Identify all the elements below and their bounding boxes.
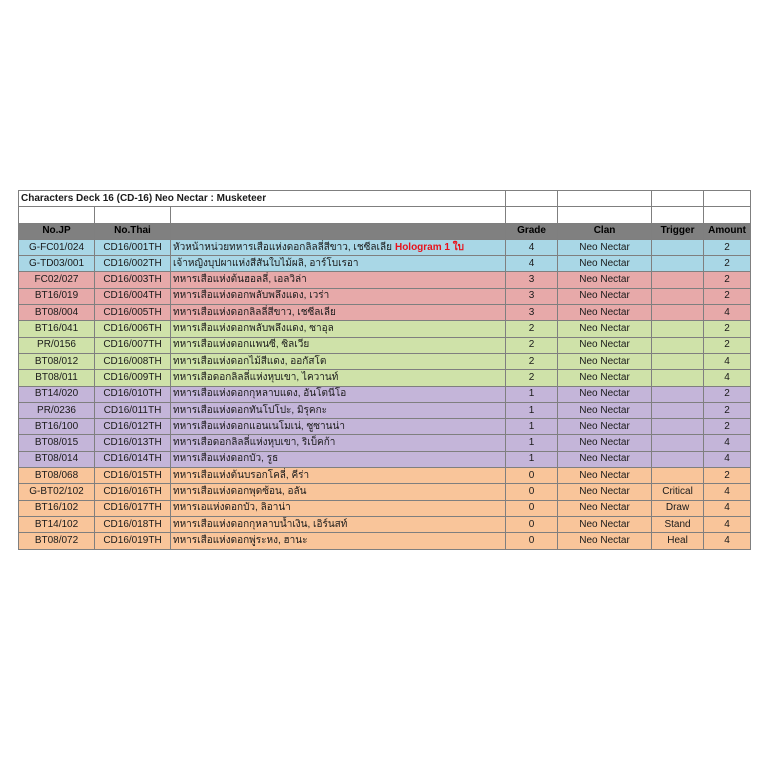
cell-no-thai: CD16/018TH: [95, 516, 171, 532]
card-name: ทหารเสือแห่งดอกบัว, รูธ: [173, 453, 279, 465]
table-row: [19, 500, 751, 516]
cell-amount: 4: [704, 484, 751, 500]
cell-clan: Neo Nectar: [558, 435, 652, 451]
cell-grade: 1: [506, 435, 558, 451]
card-name: ทหารเสือแห่งดอกกุหลาบแดง, อันโตนีโอ: [173, 388, 347, 400]
cell-trigger: [652, 321, 704, 337]
cell-trigger: Critical: [652, 484, 704, 500]
card-name: ทหารเสือแห่งดอกกุหลาบน้ำเงิน, เอิร์นสท์: [173, 518, 348, 530]
cell-clan: Neo Nectar: [558, 533, 652, 549]
table-row: [19, 516, 751, 532]
empty-cell: [558, 207, 652, 223]
cell-no-jp: PR/0156: [19, 337, 95, 353]
cell-trigger: [652, 272, 704, 288]
cell-amount: 4: [704, 435, 751, 451]
table-row: [19, 402, 751, 418]
empty-cell: [506, 207, 558, 223]
cell-no-thai: CD16/016TH: [95, 484, 171, 500]
cell-trigger: Stand: [652, 516, 704, 532]
cell-name: [171, 516, 506, 532]
cell-no-thai: CD16/010TH: [95, 386, 171, 402]
cell-no-thai: CD16/017TH: [95, 500, 171, 516]
cell-no-thai: CD16/008TH: [95, 353, 171, 369]
cell-grade: 0: [506, 533, 558, 549]
cell-name: [171, 272, 506, 288]
empty-cell: [95, 207, 171, 223]
cell-amount: 2: [704, 272, 751, 288]
cell-amount: 2: [704, 321, 751, 337]
card-name: ทหารเสือแห่งดอกพุดซ้อน, อลัน: [173, 485, 307, 497]
cell-trigger: [652, 288, 704, 304]
cell-clan: Neo Nectar: [558, 500, 652, 516]
cell-no-jp: BT08/011: [19, 370, 95, 386]
cell-grade: 1: [506, 386, 558, 402]
cell-no-jp: G-FC01/024: [19, 239, 95, 255]
cell-clan: Neo Nectar: [558, 419, 652, 435]
cell-no-thai: CD16/002TH: [95, 256, 171, 272]
empty-cell: [19, 207, 95, 223]
cell-amount: 4: [704, 533, 751, 549]
cell-clan: Neo Nectar: [558, 288, 652, 304]
cell-name: [171, 353, 506, 369]
table-row: [19, 353, 751, 369]
cell-name: [171, 500, 506, 516]
cell-clan: Neo Nectar: [558, 370, 652, 386]
cell-name: [171, 419, 506, 435]
empty-cell: [704, 191, 751, 207]
cell-grade: 1: [506, 402, 558, 418]
cell-no-thai: CD16/003TH: [95, 272, 171, 288]
cell-no-thai: CD16/012TH: [95, 419, 171, 435]
cell-trigger: [652, 451, 704, 467]
cell-trigger: [652, 419, 704, 435]
cell-amount: 2: [704, 402, 751, 418]
cell-grade: 3: [506, 272, 558, 288]
table-row: [19, 321, 751, 337]
cell-trigger: [652, 468, 704, 484]
cell-grade: 2: [506, 353, 558, 369]
cell-name: [171, 435, 506, 451]
table-row: [19, 337, 751, 353]
table-row: [19, 451, 751, 467]
cell-name: [171, 256, 506, 272]
header-no-thai: No.Thai: [95, 223, 171, 239]
table-row: [19, 239, 751, 255]
cell-grade: 2: [506, 370, 558, 386]
card-name: ทหารเสือแห่งต้นฮอลลี่, เอลวิล่า: [173, 274, 307, 286]
cell-grade: 3: [506, 288, 558, 304]
card-name: ทหารเสือแห่งดอกพู่ระหง, ฮานะ: [173, 534, 308, 546]
empty-cell: [704, 207, 751, 223]
cell-trigger: [652, 305, 704, 321]
card-name: ทหารเสือแห่งดอกแอนเนโมเน่, ซูซานน่า: [173, 420, 345, 432]
table-row: [19, 419, 751, 435]
cell-name: [171, 288, 506, 304]
card-list-table: [18, 190, 751, 550]
cell-trigger: [652, 402, 704, 418]
cell-no-jp: BT16/019: [19, 288, 95, 304]
header-grade: Grade: [506, 223, 558, 239]
cell-trigger: [652, 353, 704, 369]
cell-no-jp: G-TD03/001: [19, 256, 95, 272]
cell-amount: 4: [704, 370, 751, 386]
table-row: [19, 370, 751, 386]
cell-no-jp: BT08/004: [19, 305, 95, 321]
cell-trigger: Heal: [652, 533, 704, 549]
cell-grade: 2: [506, 337, 558, 353]
cell-no-thai: CD16/013TH: [95, 435, 171, 451]
cell-grade: 0: [506, 468, 558, 484]
table-row: [19, 288, 751, 304]
cell-no-jp: BT08/015: [19, 435, 95, 451]
cell-no-jp: BT14/102: [19, 516, 95, 532]
empty-cell: [652, 207, 704, 223]
empty-cell: [558, 191, 652, 207]
cell-no-jp: BT16/100: [19, 419, 95, 435]
cell-clan: Neo Nectar: [558, 386, 652, 402]
cell-clan: Neo Nectar: [558, 272, 652, 288]
card-name: ทหารเสือแห่งดอกพลับพลึงแดง, ซาอุล: [173, 323, 334, 335]
cell-clan: Neo Nectar: [558, 239, 652, 255]
sheet-title: Characters Deck 16 (CD-16) Neo Nectar : Musketeer: [19, 191, 506, 207]
cell-no-jp: BT16/102: [19, 500, 95, 516]
table-row: [19, 256, 751, 272]
card-name: ทหารเสือแห่งดอกทันโปโปะ, มิรุคกะ: [173, 404, 328, 416]
cell-amount: 2: [704, 256, 751, 272]
cell-name: [171, 451, 506, 467]
cell-grade: 0: [506, 500, 558, 516]
cell-amount: 2: [704, 288, 751, 304]
cell-name: [171, 484, 506, 500]
card-name: ทหารเสือแห่งดอกแพนซี่, ซิลเวีย: [173, 339, 310, 351]
cell-amount: 2: [704, 386, 751, 402]
cell-no-thai: CD16/014TH: [95, 451, 171, 467]
cell-name: [171, 305, 506, 321]
cell-no-thai: CD16/019TH: [95, 533, 171, 549]
cell-name: [171, 386, 506, 402]
empty-cell: [171, 207, 506, 223]
cell-clan: Neo Nectar: [558, 468, 652, 484]
cell-no-thai: CD16/007TH: [95, 337, 171, 353]
card-name: ทหารเสือแห่งดอกลิลลี่สีขาว, เชซีลเลีย: [173, 306, 336, 318]
cell-amount: 2: [704, 468, 751, 484]
empty-cell: [506, 191, 558, 207]
card-name: ทหารเอแห่งดอกบัว, ลิอาน่า: [173, 502, 291, 514]
table-row: [19, 435, 751, 451]
card-name: ทหารเสือดอกลิลลี่แห่งหุบเขา, ไควานท์: [173, 371, 339, 383]
blank-row: [19, 207, 751, 223]
cell-no-thai: CD16/006TH: [95, 321, 171, 337]
cell-no-thai: CD16/001TH: [95, 239, 171, 255]
cell-name: [171, 402, 506, 418]
header-clan: Clan: [558, 223, 652, 239]
cell-grade: 1: [506, 451, 558, 467]
cell-no-thai: CD16/005TH: [95, 305, 171, 321]
table-row: [19, 272, 751, 288]
cell-clan: Neo Nectar: [558, 305, 652, 321]
cell-name: [171, 337, 506, 353]
card-name: ทหารเสือแห่งดอกไม้สีแดง, ออกัสโต: [173, 355, 327, 367]
header-trigger: Trigger: [652, 223, 704, 239]
cell-clan: Neo Nectar: [558, 516, 652, 532]
cell-no-jp: BT08/072: [19, 533, 95, 549]
cell-amount: 2: [704, 337, 751, 353]
cell-amount: 4: [704, 516, 751, 532]
table-row: [19, 305, 751, 321]
cell-name: [171, 239, 506, 255]
cell-trigger: [652, 337, 704, 353]
header-row: [19, 223, 751, 239]
cell-name: [171, 370, 506, 386]
hologram-note: Hologram 1 ใบ: [394, 241, 464, 253]
card-name: ทหารเสือดอกลิลลี่แห่งหุบเขา, ริเบ็คก้า: [173, 437, 336, 449]
cell-clan: Neo Nectar: [558, 451, 652, 467]
cell-trigger: Draw: [652, 500, 704, 516]
cell-clan: Neo Nectar: [558, 337, 652, 353]
cell-no-jp: BT08/014: [19, 451, 95, 467]
header-name: [171, 223, 506, 239]
cell-grade: 3: [506, 305, 558, 321]
cell-amount: 2: [704, 419, 751, 435]
cell-grade: 2: [506, 321, 558, 337]
card-name: ทหารเสือแห่งดอกพลับพลึงแดง, เวร่า: [173, 290, 330, 302]
cell-no-jp: BT14/020: [19, 386, 95, 402]
table-row: [19, 533, 751, 549]
table-row: [19, 386, 751, 402]
card-name: เจ้าหญิงบุปผาแห่งสีสันใบไม้ผลิ, อาร์โบเรอา: [173, 257, 359, 269]
cell-clan: Neo Nectar: [558, 402, 652, 418]
cell-no-jp: PR/0236: [19, 402, 95, 418]
cell-name: [171, 321, 506, 337]
cell-no-thai: CD16/015TH: [95, 468, 171, 484]
cell-amount: 4: [704, 305, 751, 321]
title-row: [19, 191, 751, 207]
card-name: ทหารเสือแห่งต้นบรอกโคลี่, คีร่า: [173, 469, 310, 481]
cell-grade: 1: [506, 419, 558, 435]
cell-grade: 0: [506, 484, 558, 500]
cell-trigger: [652, 370, 704, 386]
cell-no-thai: CD16/004TH: [95, 288, 171, 304]
cell-no-jp: BT16/041: [19, 321, 95, 337]
cell-clan: Neo Nectar: [558, 256, 652, 272]
cell-amount: 4: [704, 500, 751, 516]
empty-cell: [652, 191, 704, 207]
cell-no-thai: CD16/009TH: [95, 370, 171, 386]
cell-trigger: [652, 256, 704, 272]
cell-grade: 0: [506, 516, 558, 532]
card-name: หัวหน้าหน่วยทหารเสือแห่งดอกลิลลี่สีขาว, เชซีลเลีย: [173, 241, 392, 253]
cell-clan: Neo Nectar: [558, 353, 652, 369]
cell-trigger: [652, 435, 704, 451]
table-row: [19, 484, 751, 500]
cell-no-jp: BT08/068: [19, 468, 95, 484]
header-amount: Amount: [704, 223, 751, 239]
cell-grade: 4: [506, 239, 558, 255]
header-no-jp: No.JP: [19, 223, 95, 239]
cell-trigger: [652, 239, 704, 255]
cell-trigger: [652, 386, 704, 402]
cell-no-jp: FC02/027: [19, 272, 95, 288]
cell-no-jp: G-BT02/102: [19, 484, 95, 500]
cell-name: [171, 468, 506, 484]
cell-amount: 4: [704, 353, 751, 369]
cell-grade: 4: [506, 256, 558, 272]
cell-amount: 4: [704, 451, 751, 467]
cell-name: [171, 533, 506, 549]
cell-no-jp: BT08/012: [19, 353, 95, 369]
cell-clan: Neo Nectar: [558, 321, 652, 337]
cell-amount: 2: [704, 239, 751, 255]
cell-no-thai: CD16/011TH: [95, 402, 171, 418]
cell-clan: Neo Nectar: [558, 484, 652, 500]
table-row: [19, 468, 751, 484]
